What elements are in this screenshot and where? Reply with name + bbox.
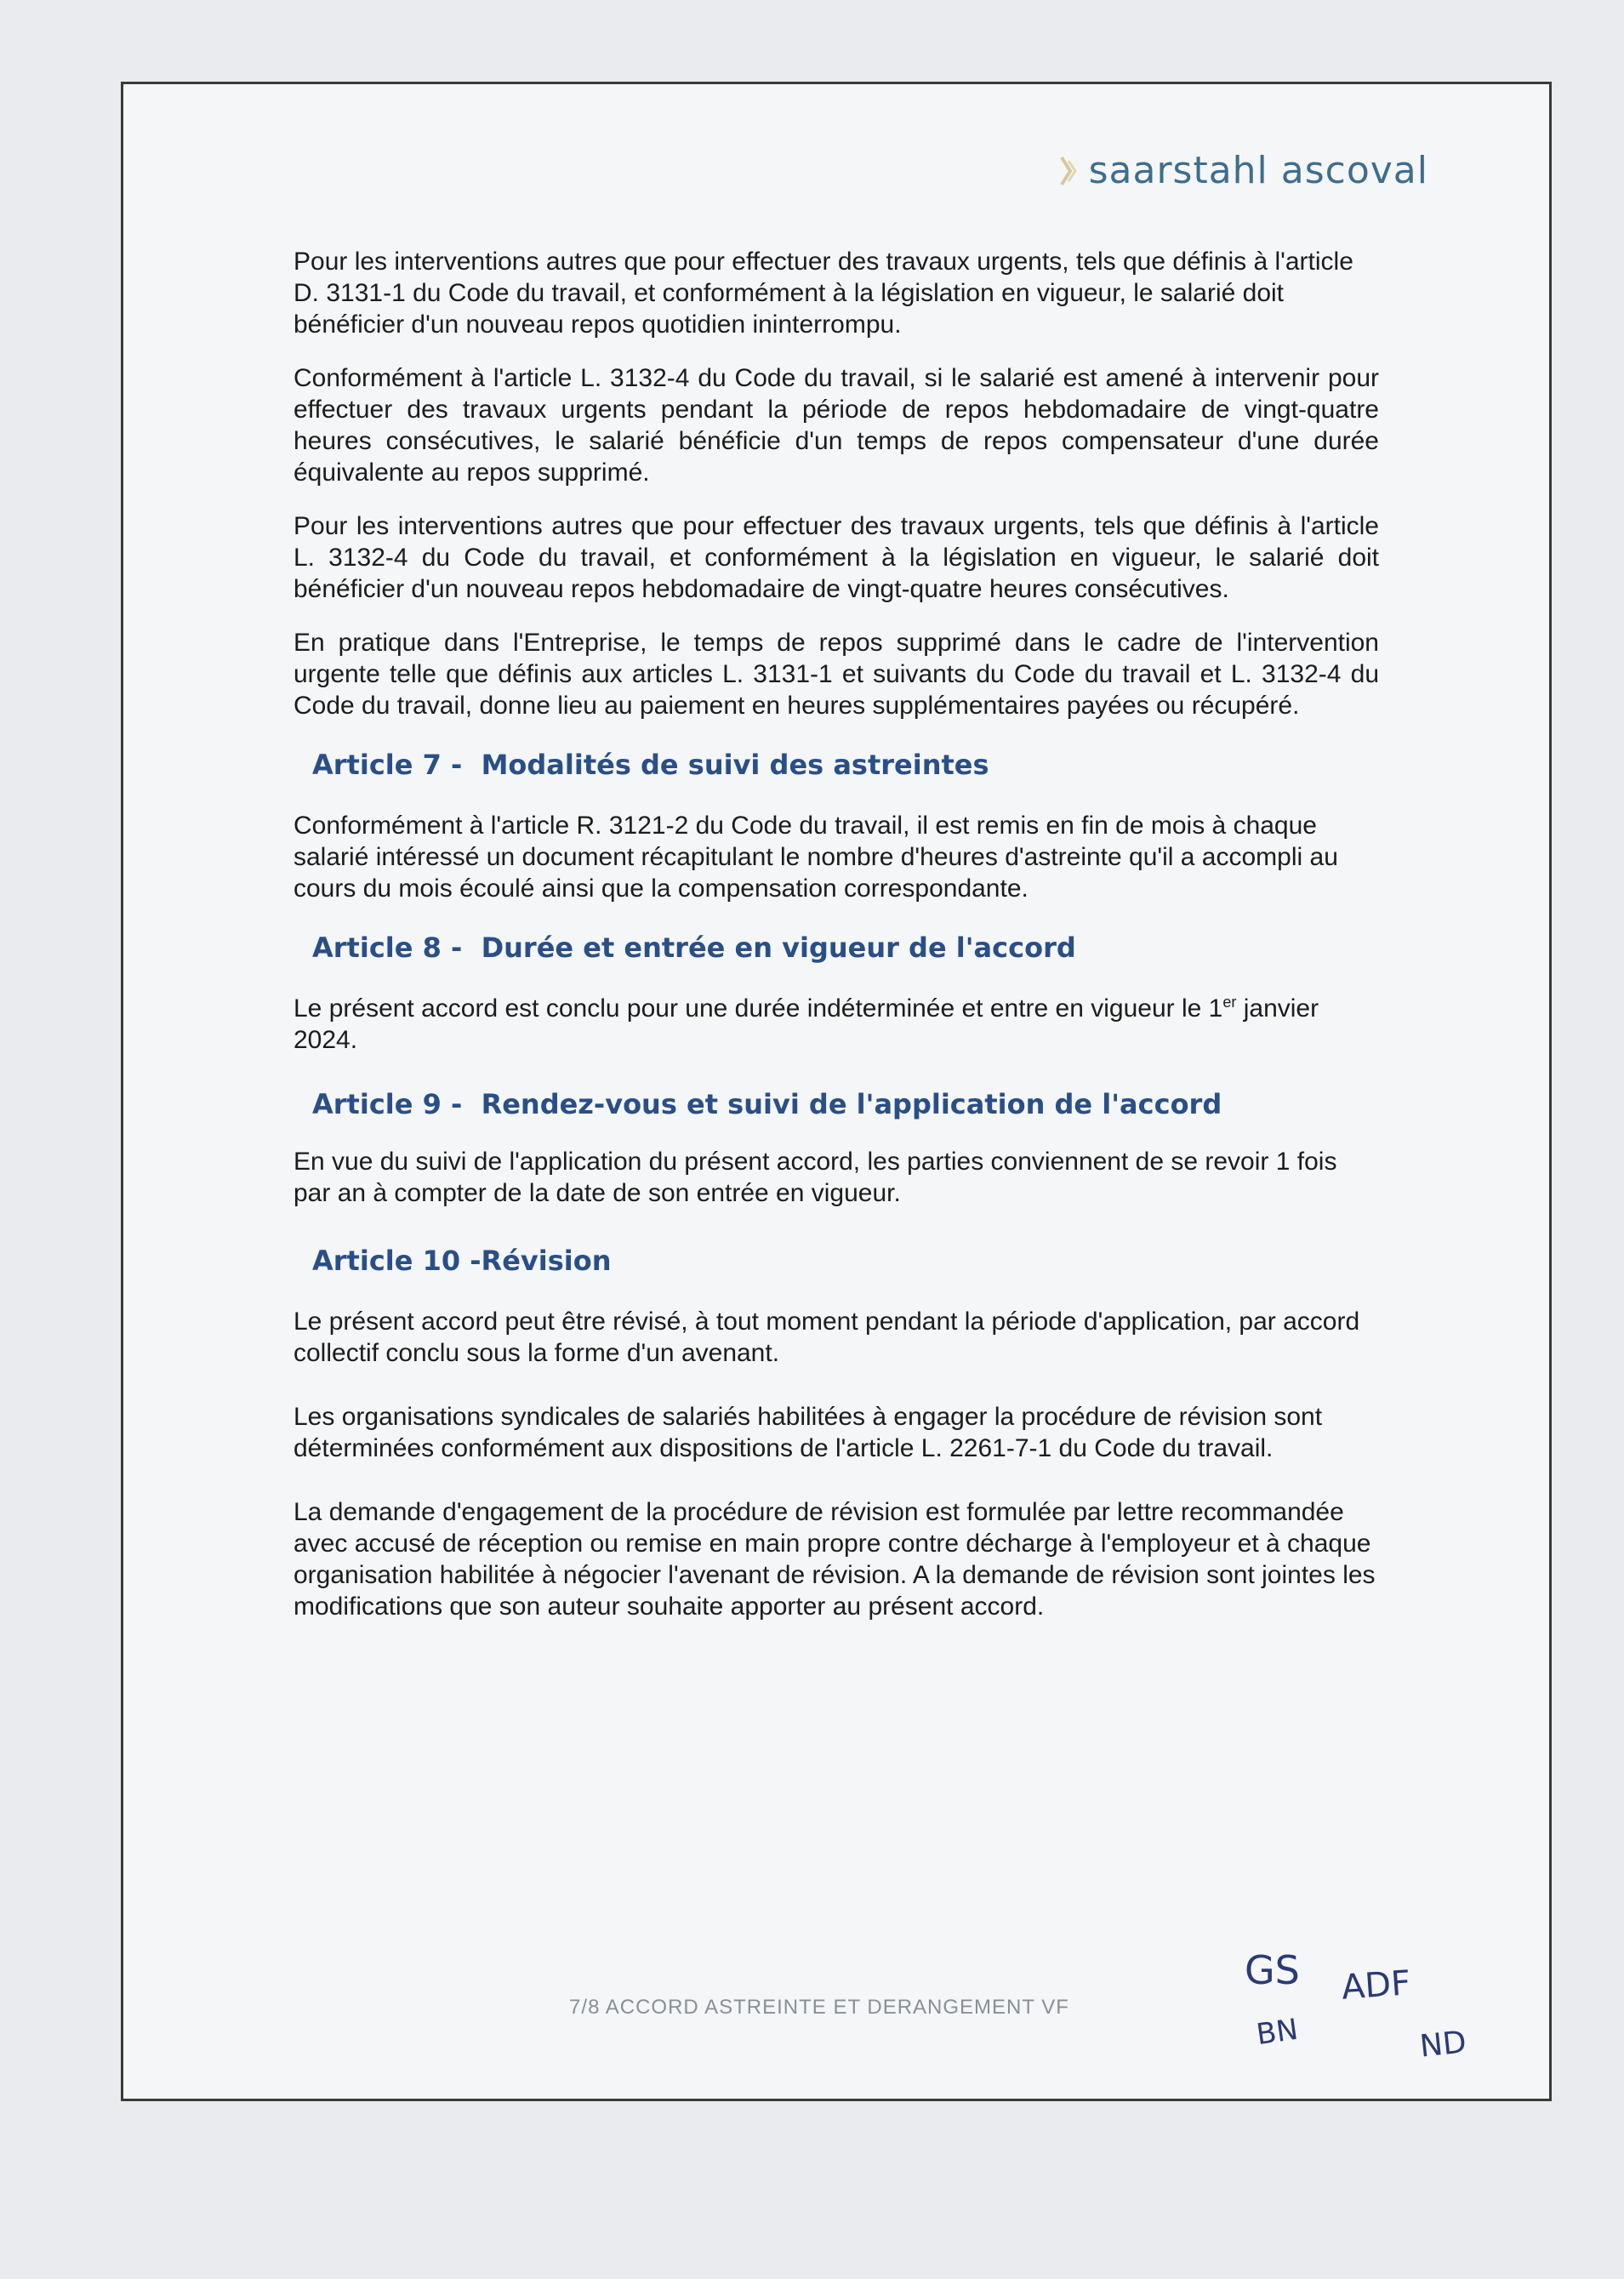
paragraph-4: En pratique dans l'Entreprise, le temps de repos supprimé dans le cadre de l'intervention urgente telle que définis aux articles L. 3131-1 et suivants du Code du travail et L. 3132-4 du Code du travail, donne lieu au paiement en heures supplémentaires payées ou récupéré. (293, 629, 1379, 720)
paragraph-1: Pour les interventions autres que pour effectuer des travaux urgents, tels que définis à l'article D. 3131-1 du Code du travail, et conformément à la législation en vigueur, le salarié doit bénéficier d'un nouveau repos quotidien ininterrompu. (293, 248, 1353, 339)
article-8-text (293, 993, 1379, 1056)
page-footer: 7/8 ACCORD ASTREINTE ET DERANGEMENT VF (569, 1996, 1069, 2019)
article-8-text-end: janvier 2024. (293, 994, 1319, 1054)
document-body (293, 246, 1379, 1622)
article-7-heading: Article 7 - Modalités de suivi des astreintes (312, 749, 989, 781)
company-logo (1058, 149, 1428, 192)
document-page (121, 82, 1552, 2101)
article-7-text: Conformément à l'article R. 3121-2 du Code du travail, il est remis en fin de mois à chaque salarié intéressé un document récapitulant le nombre d'heures d'astreinte qu'il a accompli au cours du mois écoulé ainsi que la compensation correspondante. (293, 812, 1338, 903)
article-10-text-3: La demande d'engagement de la procédure de révision est formulée par lettre recommandée avec accusé de réception ou remise en main propre contre décharge à l'employeur et à chaque organisation habilitée à négocier l'avenant de révision. A la demande de révision sont jointes les modifications que son auteur souhaite apporter au présent accord. (293, 1498, 1376, 1621)
article-8-superscript: er (1222, 994, 1237, 1011)
paragraph-2: Conformément à l'article L. 3132-4 du Code du travail, si le salarié est amené à intervenir pour effectuer des travaux urgents pendant la période de repos hebdomadaire de vingt-quatre heures consécutives, le salarié bénéficie d'un temps de repos compensateur d'une durée équivalente au repos supprimé. (293, 364, 1379, 487)
initials-nd: ND (1418, 2025, 1468, 2065)
logo-text: saarstahl ascoval (1088, 149, 1428, 192)
article-9-heading: Article 9 - Rendez-vous et suivi de l'application de l'accord (312, 1088, 1222, 1120)
initials-bn: BN (1254, 2012, 1301, 2053)
initials-gs: GS (1245, 1947, 1300, 1993)
article-8-text-start: Le présent accord est conclu pour une durée indéterminée et entre en vigueur le 1 (293, 994, 1223, 1023)
initials-adf: ADF (1340, 1963, 1412, 2008)
article-10-text-1: Le présent accord peut être révisé, à tout moment pendant la période d'application, par accord collectif conclu sous la forme d'un avenant. (293, 1308, 1360, 1367)
article-9-text: En vue du suivi de l'application du présent accord, les parties conviennent de se revoir 1 fois par an à compter de la date de son entrée en vigueur. (293, 1148, 1337, 1207)
paragraph-3: Pour les interventions autres que pour effectuer des travaux urgents, tels que définis à l'article L. 3132-4 du Code du travail, et conformément à la législation en vigueur, le salarié doit bénéficier d'un nouveau repos hebdomadaire de vingt-quatre heures consécutives. (293, 512, 1379, 603)
logo-mark-icon (1058, 154, 1080, 188)
article-10-heading: Article 10 -Révision (312, 1245, 612, 1277)
article-10-text-2: Les organisations syndicales de salariés habilitées à engager la procédure de révision sont déterminées conformément aux dispositions de l'article L. 2261-7-1 du Code du travail. (293, 1403, 1323, 1462)
article-8-heading: Article 8 - Durée et entrée en vigueur de l'accord (312, 932, 1076, 964)
